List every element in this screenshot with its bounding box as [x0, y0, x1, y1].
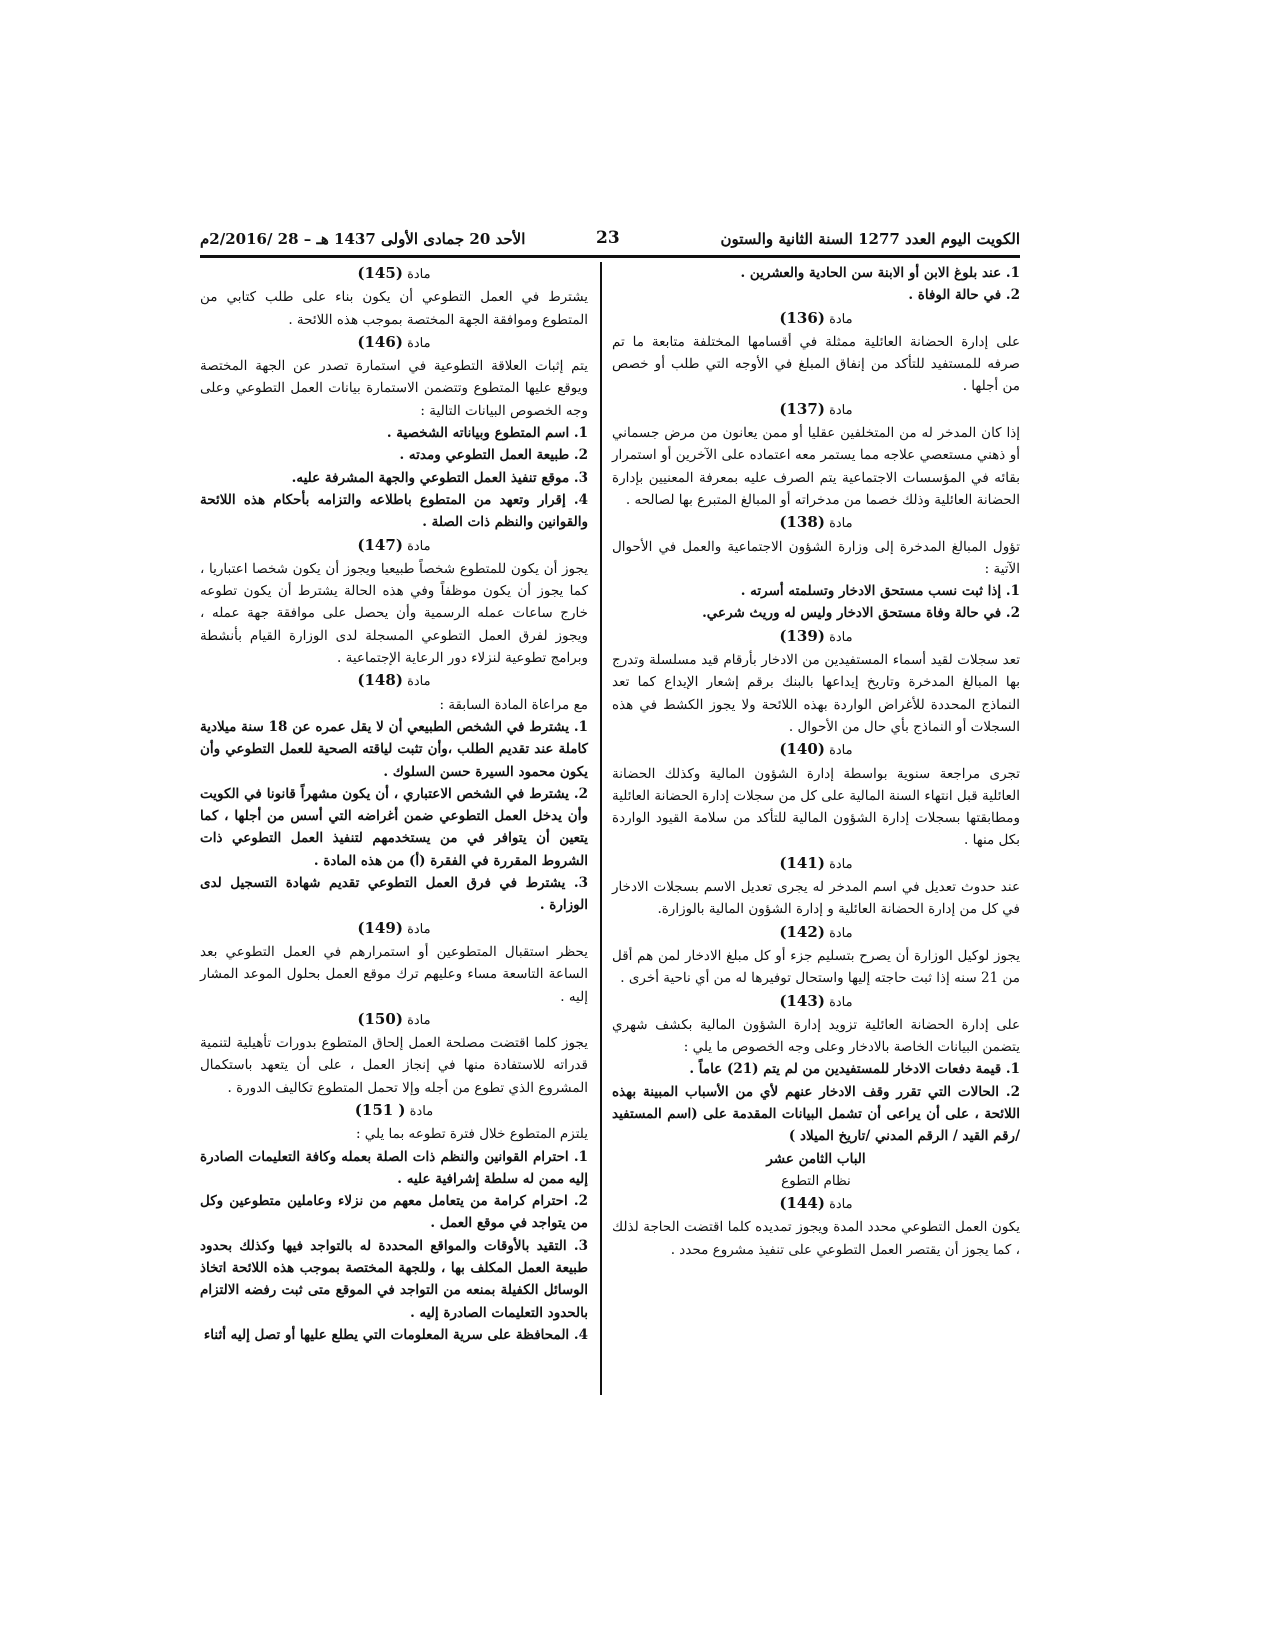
- list-item: 1. قيمة دفعات الادخار للمستفيدين من لم يتم (21) عاماً .: [689, 1061, 1020, 1078]
- list-item: 4. المحافظة على سرية المعلومات التي يطلع عليها أو تصل إليه أثناء: [203, 1326, 588, 1343]
- list-item: 2. يشترط في الشخص الاعتباري ، أن يكون مشهراً قانونا في الكويت وأن يدخل العمل التطوعي ضمن أغراضه التي أسس من أجلها ، كما يتعين أن يتوافر في من يستخدمهم لتنفيذ العمل التطوعي ذات الشروط المقررة في الفقرة (أ) من هذه المادة .: [200, 785, 588, 869]
- article-paragraph: على إدارة الحضانة العائلية ممثلة في أقسامها المختلفة متابعة ما تم صرفه للمستفيد للتأكد من إنفاق المبلغ في الأوجه التي طلب أو خصص من أجلها .: [612, 333, 1020, 395]
- article-paragraph: يتم إثبات العلاقة التطوعية في استمارة تصدر عن الجهة المختصة ويوقع عليها المتطوع وتتضمن الاستمارة بيانات العمل التطوعي وعلى وجه الخصوص البيانات التالية :: [200, 358, 588, 419]
- article-number: (138): [779, 513, 825, 532]
- header-rule: [200, 255, 1020, 258]
- article-label: مادة: [829, 994, 853, 1010]
- right-column: [612, 262, 1020, 1261]
- article-heading: [612, 511, 1020, 535]
- article-number: (142): [779, 922, 825, 941]
- chapter-heading: الباب الثامن عشر: [766, 1150, 866, 1167]
- article-heading: [612, 921, 1020, 945]
- list-item: 1. إذا ثبت نسب مستحق الادخار وتسلمته أسرته .: [740, 583, 1020, 600]
- article-label: مادة: [407, 267, 431, 282]
- article-paragraph: يكون العمل التطوعي محدد المدة ويجوز تمديده كلما اقتضت الحاجة لذلك ، كما يجوز أن يقتصر العمل التطوعي على تنفيذ مشروع محدد .: [612, 1219, 1020, 1258]
- article-label: مادة: [829, 311, 853, 327]
- list-item: 1. عند بلوغ الابن أو الابنة سن الحادية والعشرين .: [740, 265, 1020, 281]
- article-number: (139): [779, 626, 825, 645]
- article-number: (145): [357, 264, 403, 282]
- list-item: 1. احترام القوانين والنظم ذات الصلة بعمله وكافة التعليمات الصادرة إليه ممن له سلطة إشرافية عليه .: [200, 1148, 588, 1187]
- article-paragraph: يجوز أن يكون للمتطوع شخصاً طبيعيا ويجوز أن يكون شخصا اعتباريا ، كما يجوز أن يكون موظفاً وفي هذه الحالة يشترط أن يكون تطوعه خارج ساعات عمله الرسمية وأن يحصل على موافقة جهة عمله ، ويجوز لفرق العمل التطوعي المسجلة لدى الوزارة القيام بأنشطة وبرامج تطوعية لنزلاء دور الرعاية الإجتماعية .: [200, 560, 588, 667]
- article-heading: [612, 398, 1020, 422]
- list-item: 2. في حالة وفاة مستحق الادخار وليس له وريث شرعي.: [702, 605, 1020, 622]
- article-label: مادة: [407, 921, 431, 937]
- column-divider: [600, 262, 602, 1395]
- article-label: مادة: [829, 925, 853, 941]
- article-number: (143): [779, 991, 825, 1010]
- article-label: مادة: [829, 1197, 853, 1213]
- section-heading: نظام التطوع: [781, 1172, 851, 1189]
- article-label: مادة: [829, 516, 853, 532]
- list-item: 3. موقع تنفيذ العمل التطوعي والجهة المشرفة عليه.: [291, 469, 588, 486]
- list-item: 2. احترام كرامة من يتعامل معهم من نزلاء وعاملين متطوعين وكل من يتواجد في موقع العمل .: [200, 1193, 588, 1232]
- page-number: 23: [596, 228, 620, 248]
- list-item: 2. في حالة الوفاة .: [908, 287, 1020, 304]
- left-column: [200, 262, 588, 1346]
- article-paragraph: على إدارة الحضانة العائلية تزويد إدارة الشؤون المالية بكشف شهري يتضمن البيانات الخاصة بالادخار وعلى وجه الخصوص ما يلي :: [612, 1016, 1020, 1056]
- list-item: 1. يشترط في الشخص الطبيعي أن لا يقل عمره عن 18 سنة ميلادية كاملة عند تقديم الطلب ،وأن تثبت لياقته الصحية للعمل التطوعي وأن يكون محمود السيرة حسن السلوك .: [200, 718, 588, 780]
- article-heading: [200, 1099, 588, 1123]
- article-label: مادة: [407, 674, 431, 690]
- article-heading: [612, 738, 1020, 762]
- article-paragraph: تجرى مراجعة سنوية بواسطة إدارة الشؤون المالية وكذلك الحضانة العائلية قبل انتهاء السنة المالية على كل من سجلات إدارة الحضانة العائلية ومطابقتها بسجلات إدارة الشؤون المالية للتأكد من سلامة القيود الواردة بكل منها .: [612, 765, 1020, 849]
- article-heading: [612, 625, 1020, 649]
- article-number: (141): [779, 853, 825, 872]
- article-number: (147): [357, 535, 403, 554]
- article-label: مادة: [407, 335, 431, 351]
- article-heading: [612, 307, 1020, 331]
- list-item: 2. طبيعة العمل التطوعي ومدته .: [399, 447, 588, 464]
- article-label: مادة: [829, 856, 853, 872]
- article-label: مادة: [829, 402, 853, 418]
- article-heading: [200, 262, 588, 286]
- article-number: (137): [779, 399, 825, 418]
- article-heading: [200, 1008, 588, 1032]
- list-item: 1. اسم المتطوع وبياناته الشخصية .: [386, 425, 588, 442]
- article-paragraph: تؤول المبالغ المدخرة إلى وزارة الشؤون الاجتماعية والعمل في الأحوال الآتية :: [612, 538, 1020, 577]
- article-heading: [612, 1192, 1020, 1216]
- page-header: [200, 226, 1020, 254]
- article-label: مادة: [829, 629, 853, 645]
- article-paragraph: يشترط في العمل التطوعي أن يكون بناء على طلب كتابي من المتطوع وموافقة الجهة المختصة بموجب هذه اللائحة .: [200, 289, 588, 328]
- article-number: (149): [357, 918, 403, 937]
- article-paragraph: إذا كان المدخر له من المتخلفين عقليا أو ممن يعانون من مرض جسماني أو ذهني مستعصي علاجه مما يستمر معه اعتماده على الآخرين أو استمرار بقائه في المؤسسات الاجتماعية يتم الصرف عليه بمعرفة المعنيين بإدارة الحضانة العائلية وذلك خصما من مدخراته أو المبالغ المتبرع بها لصالحه .: [612, 425, 1020, 508]
- article-paragraph: تعد سجلات لقيد أسماء المستفيدين من الادخار بأرقام قيد مسلسلة وتدرج بها المبالغ المدخرة وتاريخ إيداعها بالبنك برقم إشعار الإيداع كما تعد النماذج المحددة للأغراض الواردة بهذه اللائحة ولا يجوز الكشط في هذه السجلات أو النماذج بأي حال من الأحوال .: [612, 652, 1020, 735]
- list-item: 3. التقيد بالأوقات والمواقع المحددة له بالتواجد فيها وكذلك بحدود طبيعة العمل المكلف بها ، وللجهة المختصة بموجب هذه اللائحة اتخاذ الوسائل الكفيلة بمنعه من التواجد في الموقع متى ثبت رفضه الالتزام بالحدود التعليمات الصادرة إليه .: [200, 1237, 588, 1321]
- list-item: 2. الحالات التي تقرر وقف الادخار عنهم لأي من الأسباب المبينة بهذه اللائحة ، على أن يراعى أن تشمل البيانات المقدمة على (اسم المستفيد /رقم القيد / الرقم المدني /تاريخ الميلاد ): [612, 1083, 1020, 1145]
- article-number: (146): [357, 332, 403, 351]
- article-paragraph: يحظر استقبال المتطوعين أو استمرارهم في العمل التطوعي بعد الساعة التاسعة مساء وعليهم ترك موقع العمل بحلول الموعد المشار إليه .: [200, 943, 588, 1005]
- article-heading: [612, 852, 1020, 876]
- article-heading: [612, 990, 1020, 1014]
- article-label: مادة: [409, 1103, 434, 1119]
- article-paragraph: يلتزم المتطوع خلال فترة تطوعه بما يلي :: [355, 1126, 588, 1143]
- article-label: مادة: [829, 743, 853, 759]
- article-heading: [200, 331, 588, 355]
- list-item: 4. إقرار وتعهد من المتطوع باطلاعه والتزامه بأحكام هذه اللائحة والقوانين والنظم ذات الصلة .: [200, 491, 588, 531]
- article-heading: [200, 534, 588, 558]
- list-item: 3. يشترط في فرق العمل التطوعي تقديم شهادة التسجيل لدى الوزارة .: [200, 875, 588, 914]
- issue-info: الكويت اليوم العدد 1277 السنة الثانية والستون: [720, 230, 1020, 248]
- issue-date: الأحد 20 جمادى الأولى 1437 هـ – 28 /2/2016م: [200, 230, 526, 248]
- article-label: مادة: [407, 538, 431, 554]
- article-number: (140): [779, 740, 825, 759]
- article-number: (148): [357, 671, 403, 690]
- article-heading: [200, 917, 588, 941]
- article-number: (150): [357, 1009, 403, 1028]
- article-paragraph: يجوز لوكيل الوزارة أن يصرح بتسليم جزء أو كل مبلغ الادخار لمن هم أقل من 21 سنه إذا ثبت حاجته إليها واستحال توفيرها له من أي ناحية أخرى .: [612, 947, 1020, 987]
- article-number: (144): [779, 1194, 825, 1213]
- article-number: ( 151): [354, 1100, 406, 1119]
- article-paragraph: يجوز كلما اقتضت مصلحة العمل إلحاق المتطوع بدورات تأهيلية لتنمية قدراته للاستفادة منها في إنجاز العمل ، على أن يتعهد باستكمال المشروع الذي تطوع من أجله وإلا تحمل المتطوع تكاليف الدورة .: [200, 1035, 588, 1096]
- article-number: (136): [779, 308, 825, 327]
- article-paragraph: عند حدوث تعديل في اسم المدخر له يجرى تعديل الاسم بسجلات الادخار في كل من إدارة الحضانة العائلية و إدارة الشؤون المالية بالوزارة.: [612, 879, 1020, 918]
- article-heading: [200, 669, 588, 693]
- article-paragraph: مع مراعاة المادة السابقة :: [439, 696, 588, 713]
- article-label: مادة: [407, 1012, 431, 1028]
